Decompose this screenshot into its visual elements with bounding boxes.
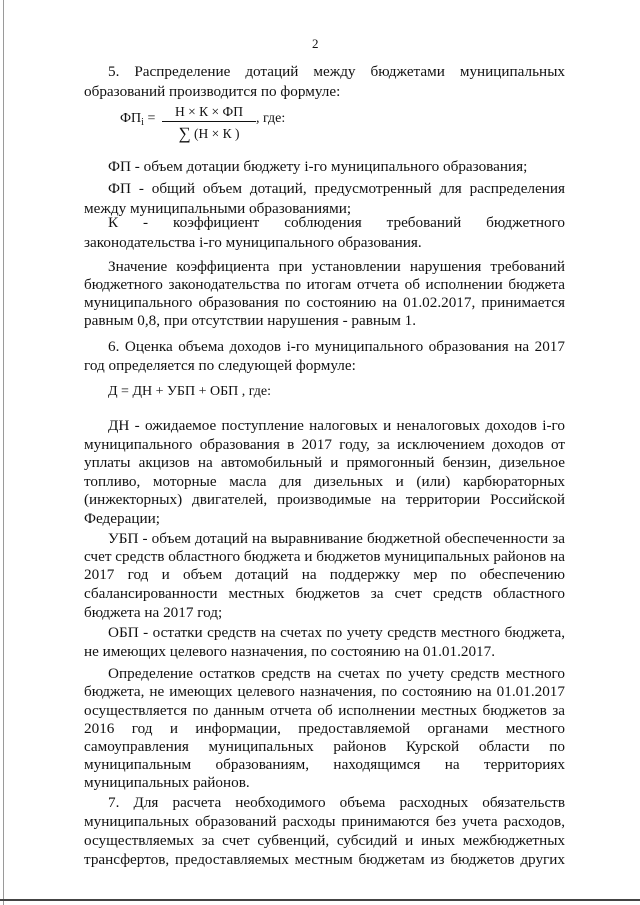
section6-line-2: год определяется по следующей формуле: [84, 357, 356, 374]
remainder-text-5: самоуправления муниципальных районов Курской области по [84, 738, 565, 755]
section5-line-2: образований производится по формуле: [84, 83, 341, 100]
remainder-text-3: осуществляется по данным отчета об исполнении местных бюджетов за [84, 702, 565, 719]
formula-income: Д = ДН + УБП + ОБП , где: [108, 384, 271, 399]
formula-numerator: Н × К × ФП [175, 104, 243, 119]
coef-text-2: бюджетного законодательства по итогам отчета об исполнении бюджета [84, 276, 565, 293]
def-dn-1: ДН - ожидаемое поступление налоговых и неналоговых доходов i-го [108, 417, 565, 434]
def-dn-6: Федерации; [84, 510, 160, 527]
page-number: 2 [312, 36, 319, 51]
def-ubp-5: бюджета на 2017 год; [84, 604, 223, 621]
remainder-text-2: бюджета, не имеющих целевого назначения, по состоянию на 01.01.2017 [84, 683, 565, 700]
def-obp-2: не имеющих целевого назначения, по состоянию на 01.01.2017. [84, 643, 496, 660]
def-ftp-i: ФП - объем дотации бюджету i-го муниципального образования; [108, 158, 528, 175]
section7-line-2: муниципальных образований расходы принимаются без учета расходов, [84, 813, 565, 830]
formula-denominator: ∑ (Н × К ) [178, 124, 240, 143]
formula-ftp-where: , где: [256, 111, 286, 126]
def-dn-4: топливо, моторные масла для дизельных и (или) карбюраторных [84, 473, 565, 490]
def-k-1: К - коэффициент соблюдения требований бюджетного [108, 214, 565, 231]
coef-text-3: муниципального образования по состоянию на 01.02.2017, принимается [84, 294, 565, 311]
section7-line-1: 7. Для расчета необходимого объема расходных обязательств [108, 794, 565, 811]
def-dn-3: уплаты акцизов на автомобильный и прямогонный бензин, дизельное [84, 454, 565, 471]
scan-left-edge [3, 0, 4, 905]
coef-text-4: равным 0,8, при отсутствии нарушения - равным 1. [84, 312, 417, 329]
def-ubp-3: 2017 год и объем дотаций на поддержку мер по обеспечению [84, 566, 565, 583]
remainder-text-1: Определение остатков средств на счетах по учету средств местного [108, 665, 565, 682]
remainder-text-6: муниципальным образованиям, находящимся на территориях [84, 756, 565, 773]
def-ubp-2: счет средств областного бюджета и бюджетов муниципальных районов на [84, 548, 565, 565]
def-dn-2: муниципального образования в 2017 году, за исключением доходов от [84, 436, 565, 453]
formula-ftp-fraction [162, 104, 256, 143]
remainder-text-7: муниципальных районов. [84, 774, 250, 791]
fraction-bar [162, 121, 256, 122]
def-obp-1: ОБП - остатки средств на счетах по учету средств местного бюджета, [108, 624, 565, 641]
def-ftp-total-2: между муниципальными образованиями; [84, 200, 352, 217]
remainder-text-4: 2016 год и информации, предоставляемой органами местного [84, 720, 565, 737]
scan-bottom-edge [0, 899, 640, 901]
def-k-2: законодательства i-го муниципального образования. [84, 234, 422, 251]
def-ubp-4: сбалансированности местных бюджетов за счет средств областного [84, 585, 565, 602]
def-dn-5: (инжекторных) двигателей, производимые на территории Российской [84, 491, 565, 508]
section7-line-3: осуществляемых за счет субвенций, субсидий и иных межбюджетных [84, 832, 565, 849]
coef-text-1: Значение коэффициента при установлении нарушения требований [108, 258, 565, 275]
section5-line-1: 5. Распределение дотаций между бюджетами муниципальных [108, 63, 565, 80]
def-ubp-1: УБП - объем дотаций на выравнивание бюджетной обеспеченности за [108, 530, 565, 547]
section6-line-1: 6. Оценка объема доходов i-го муниципального образования на 2017 [108, 338, 565, 355]
formula-ftp-lhs: $ФП_i$ = [120, 111, 156, 128]
section7-line-4: трансфертов, предоставляемых местным бюджетам из бюджетов других [84, 851, 565, 868]
def-ftp-total-1: ФП - общий объем дотаций, предусмотренный для распределения [108, 180, 565, 197]
